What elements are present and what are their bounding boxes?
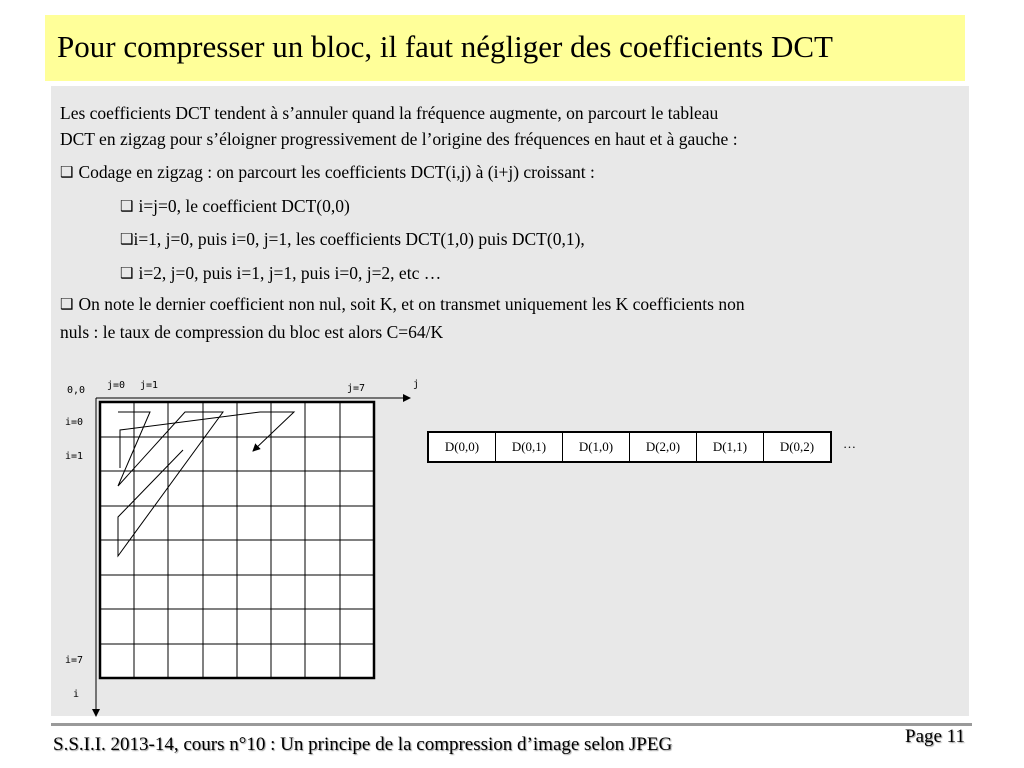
row-label-i0: i=0	[65, 417, 84, 428]
sequence-cell: D(1,1)	[697, 432, 764, 462]
row-label-i1: i=1	[65, 451, 84, 462]
subbullet-text: i=1, j=0, puis i=0, j=1, les coefficients DCT(1,0) puis DCT(0,1),	[133, 229, 585, 249]
slide-title: Pour compresser un bloc, il faut négliger des coefficients DCT	[57, 29, 833, 64]
page-number: Page 11	[905, 726, 965, 747]
subbullet-text: i=j=0, le coefficient DCT(0,0)	[138, 196, 350, 216]
sequence-cell: D(0,2)	[764, 432, 832, 462]
checkbox-icon: ❑	[120, 199, 134, 215]
origin-label: 0,0	[67, 385, 86, 396]
sequence-cell: D(2,0)	[630, 432, 697, 462]
checkbox-icon: ❑	[120, 266, 134, 282]
checkbox-icon: ❑	[60, 165, 74, 181]
intro-line-2: DCT en zigzag pour s’éloigner progressivement de l’origine des fréquences en haut et à gauche :	[60, 129, 738, 149]
col-label-j1: j=1	[140, 380, 159, 391]
row-label-i7: i=7	[65, 655, 84, 666]
checkbox-icon: ❑	[60, 297, 74, 313]
j-axis-label: j	[413, 379, 420, 390]
sequence-cell: D(0,1)	[496, 432, 563, 462]
coefficient-sequence	[427, 431, 832, 463]
footer-divider	[51, 723, 972, 726]
i-axis-label: i	[73, 689, 80, 700]
bullet-text: Codage en zigzag : on parcourt les coefficients DCT(i,j) à (i+j) croissant :	[78, 162, 595, 182]
intro-line-1: Les coefficients DCT tendent à s’annuler quand la fréquence augmente, on parcourt le tableau	[60, 103, 719, 123]
bullet-text-line-2: nuls : le taux de compression du bloc est alors C=64/K	[60, 322, 444, 342]
sequence-cell: D(1,0)	[563, 432, 630, 462]
col-label-j0: j=0	[107, 380, 126, 391]
checkbox-icon: ❑	[120, 232, 134, 248]
sequence-cell: D(0,0)	[428, 432, 496, 462]
footer-text: S.S.I.I. 2013-14, cours n°10 : Un principe de la compression d’image selon JPEG	[53, 734, 673, 755]
bullet-text: On note le dernier coefficient non nul, soit K, et on transmet uniquement les K coefficients non	[78, 294, 745, 314]
subbullet-text: i=2, j=0, puis i=1, j=1, puis i=0, j=2, etc …	[138, 263, 442, 283]
sequence-ellipsis: …	[843, 436, 856, 451]
col-label-j7: j=7	[347, 383, 366, 394]
